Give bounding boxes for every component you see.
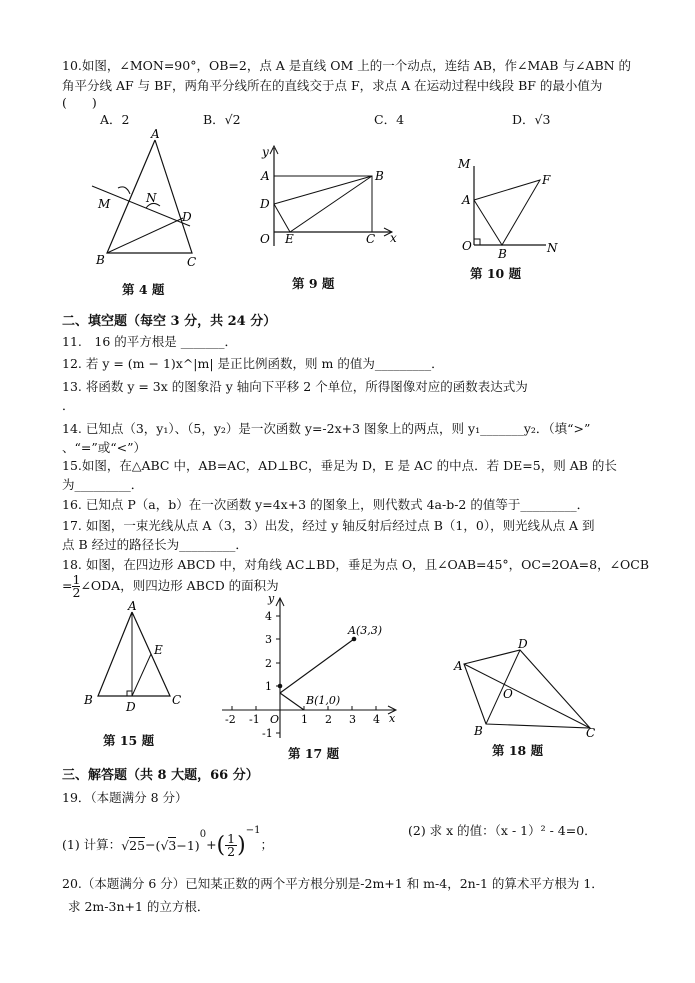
q19-heading: 19．（本题满分 8 分） bbox=[62, 790, 188, 805]
f9-label-y: y bbox=[262, 145, 269, 159]
q18-fraction-num: 1 bbox=[72, 572, 81, 587]
f4-label-c: C bbox=[187, 255, 197, 268]
f17-point-a: A(3,3) bbox=[348, 624, 383, 637]
f4-label-b: B bbox=[96, 253, 105, 267]
f18-label-o: O bbox=[503, 687, 513, 701]
f10-label-n: N bbox=[547, 241, 558, 255]
q19-plus: + bbox=[206, 837, 217, 852]
q10-line2: 角平分线 AF 与 BF，两角平分线所在的直线交于点 F，求点 A 在运动过程中线段 BF 的最小值为 bbox=[62, 78, 603, 93]
f4-label-m: M bbox=[98, 197, 111, 211]
figure-18 bbox=[450, 638, 610, 740]
q14-line1: 14. 已知点（3，y₁）、（5，y₂）是一次函数 y=-2x+3 图象上的两点，则 y₁_______y₂．（填“>” bbox=[62, 421, 591, 436]
f10-label-o: O bbox=[462, 239, 472, 253]
f4-label-n: N bbox=[146, 191, 157, 205]
half-fraction bbox=[225, 833, 237, 858]
q15-line1: 15.如图，在△ABC 中，AB=AC，AD⊥BC，垂足为 D，E 是 AC 的中点．若 DE=5，则 AB 的长 bbox=[62, 458, 617, 473]
f17-xtick-origin: O bbox=[270, 713, 280, 726]
minus-one: −1 bbox=[176, 837, 195, 853]
f15-label-d: D bbox=[126, 700, 136, 714]
exponent-neg1: −1 bbox=[245, 825, 261, 836]
f18-label-a: A bbox=[454, 659, 463, 673]
q18-fraction-den: 2 bbox=[72, 585, 81, 600]
f9-label-o: O bbox=[260, 232, 270, 246]
f4-label-a: A bbox=[151, 128, 160, 141]
f9-label-c: C bbox=[366, 232, 376, 246]
caption-fig15: 第 15 题 bbox=[103, 733, 155, 748]
f10-label-b: B bbox=[498, 247, 507, 260]
f17-ytick-1: 1 bbox=[265, 680, 272, 693]
paren-fraction: ( bbox=[216, 832, 226, 858]
f15-label-b: B bbox=[84, 693, 93, 707]
f17-xtick-2: 2 bbox=[325, 713, 332, 726]
f18-label-b: B bbox=[474, 724, 483, 738]
f15-label-e: E bbox=[154, 643, 163, 657]
radical-icon: √ bbox=[160, 837, 169, 853]
figure-10 bbox=[452, 152, 562, 260]
f9-label-e: E bbox=[285, 232, 294, 246]
f9-label-x: x bbox=[390, 231, 397, 245]
caption-fig9: 第 9 题 bbox=[292, 276, 335, 291]
q17-line1: 17. 如图，一束光线从点 A（3，3）出发，经过 y 轴反射后经过点 B（1，0），则光线从点 A 到 bbox=[62, 518, 595, 533]
f17-xtick-neg2: -2 bbox=[225, 713, 236, 726]
paren-fraction-close: ) bbox=[237, 832, 246, 858]
paren-sqrt3-minus1: (√3−1) bbox=[155, 837, 200, 853]
f17-ytick-neg1: -1 bbox=[262, 727, 273, 740]
q13-line2: ． bbox=[62, 398, 75, 413]
f15-label-a: A bbox=[128, 599, 137, 613]
f15-label-c: C bbox=[172, 693, 182, 707]
sqrt-25 bbox=[121, 839, 145, 853]
q10-option-d: D．√3 bbox=[512, 112, 551, 127]
f9-label-d: D bbox=[260, 197, 270, 211]
f10-label-a: A bbox=[462, 193, 471, 207]
q10-option-a: A．2 bbox=[100, 112, 130, 127]
section2-title: 二、填空题（每空 3 分，共 24 分） bbox=[62, 314, 277, 329]
radical-icon: √ bbox=[121, 837, 130, 853]
f17-xtick-neg1: -1 bbox=[249, 713, 260, 726]
q10-line1: 10.如图，∠MON=90°，OB=2，点 A 是直线 OM 上的一个动点，连结 AB，作∠MAB 与∠ABN 的 bbox=[62, 58, 632, 73]
q11: 11. 16 的平方根是 _______． bbox=[62, 334, 237, 349]
q15-line2: 为_________． bbox=[62, 477, 144, 492]
f9-label-b: B bbox=[375, 169, 384, 183]
caption-fig18: 第 18 题 bbox=[492, 743, 544, 758]
caption-fig10: 第 10 题 bbox=[470, 266, 522, 281]
f17-xtick-3: 3 bbox=[349, 713, 356, 726]
q19-part2: (2) 求 x 的值：（x - 1）² - 4=0． bbox=[408, 823, 597, 838]
figure-15 bbox=[80, 598, 190, 714]
f9-label-a: A bbox=[261, 169, 270, 183]
sqrt-3-value: 3 bbox=[168, 837, 177, 853]
figure-4 bbox=[80, 128, 210, 268]
section3-title: 三、解答题（共 8 大题，66 分） bbox=[62, 768, 259, 783]
q18-line1: 18. 如图，在四边形 ABCD 中，对角线 AC⊥BD，垂足为点 O，且∠OAB=45°，OC=2OA=8，∠OCB bbox=[62, 557, 650, 572]
half-den: 2 bbox=[227, 844, 236, 859]
q18-equals: = bbox=[62, 578, 73, 593]
figure-17 bbox=[218, 592, 403, 750]
f17-axis-x: x bbox=[389, 712, 396, 725]
q19-part1-end: ； bbox=[260, 837, 273, 852]
f17-point-b: B(1,0) bbox=[306, 694, 341, 707]
sqrt-25-value: 25 bbox=[129, 837, 146, 853]
q17-line2: 点 B 经过的路径长为_________． bbox=[62, 537, 248, 552]
half-num: 1 bbox=[227, 831, 236, 846]
q19-part1 bbox=[62, 812, 273, 859]
exponent-zero: 0 bbox=[199, 829, 207, 840]
f17-axis-y: y bbox=[268, 592, 275, 605]
figure-9 bbox=[252, 142, 402, 254]
caption-fig17: 第 17 题 bbox=[288, 746, 340, 761]
f18-label-d: D bbox=[518, 638, 528, 651]
f17-xtick-1: 1 bbox=[301, 713, 308, 726]
q18-line2-text: ∠ODA，则四边形 ABCD 的面积为 bbox=[80, 578, 279, 593]
q13-line1: 13. 将函数 y = 3x 的图象沿 y 轴向下平移 2 个单位，所得图像对应的函数表达式为 bbox=[62, 379, 528, 394]
f17-ytick-3: 3 bbox=[265, 633, 272, 646]
f17-xtick-4: 4 bbox=[373, 713, 380, 726]
q12: 12. 若 y = (m − 1)x^|m| 是正比例函数，则 m 的值为_________． bbox=[62, 356, 444, 371]
f10-label-f: F bbox=[542, 173, 551, 187]
q16: 16. 已知点 P（a，b）在一次函数 y=4x+3 的图象上，则代数式 4a-b-2 的值等于_________． bbox=[62, 497, 590, 512]
f18-label-c: C bbox=[586, 726, 596, 740]
f17-ytick-4: 4 bbox=[265, 610, 272, 623]
q14-line2: 、“=”或“<”） bbox=[62, 440, 147, 455]
q19-minus: − bbox=[145, 837, 156, 852]
q19-part1-label: (1) 计算： bbox=[62, 837, 122, 852]
f17-ytick-2: 2 bbox=[265, 657, 272, 670]
q10-option-b: B．√2 bbox=[203, 112, 241, 127]
f10-label-m: M bbox=[458, 157, 471, 171]
q10-line3: ( ) bbox=[62, 95, 97, 110]
q20-line2: 求 2m-3n+1 的立方根． bbox=[68, 899, 210, 914]
caption-fig4: 第 4 题 bbox=[122, 282, 165, 297]
q20-line1: 20.（本题满分 6 分）已知某正数的两个平方根分别是-2m+1 和 m-4，2n-1 的算术平方根为 1． bbox=[62, 876, 604, 891]
q10-option-c: C．4 bbox=[374, 112, 405, 127]
f4-label-d: D bbox=[182, 210, 192, 224]
